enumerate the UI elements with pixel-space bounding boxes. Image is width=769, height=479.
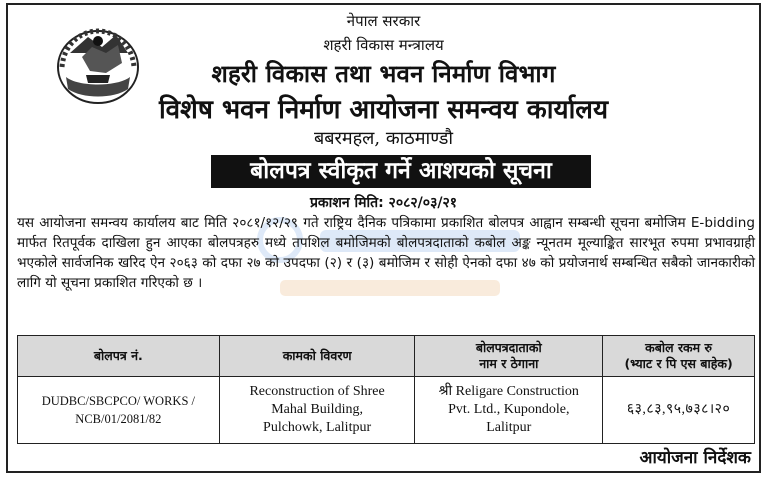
header-office: विशेष भवन निर्माण आयोजना समन्वय कार्यालय (158, 95, 609, 125)
table-header-row (18, 336, 755, 377)
header-amount-line1: कबोल रकम रु (645, 340, 712, 355)
header-ministry: शहरी विकास मन्त्रालय (323, 36, 444, 54)
header-government: नेपाल सरकार (346, 12, 421, 30)
table-row (18, 377, 755, 444)
header-bidder-line1: बोलपत्रदाताको (475, 340, 542, 355)
cell-bid-number: DUDBC/SBCPCO/ WORKS / NCB/01/2081/82 (18, 377, 220, 444)
header-bid-amount (603, 336, 755, 377)
cell-bidder: श्री Religare Construction Pvt. Ltd., Kupondole, Lalitpur (415, 377, 603, 444)
notice-title-banner: बोलपत्र स्वीकृत गर्ने आशयको सूचना (211, 155, 591, 188)
bid-table (17, 335, 755, 444)
header-address: बबरमहल, काठमाण्डौ (313, 128, 454, 149)
cell-bid-amount: ६३,८३,९५,७३८।२० (603, 377, 755, 444)
notice-page (6, 3, 761, 473)
header-bidder (415, 336, 603, 377)
signature-designation: आयोजना निर्देशक (639, 448, 751, 468)
header-department: शहरी विकास तथा भवन निर्माण विभाग (211, 59, 556, 88)
header-amount-line2: (भ्याट र पि एस बाहेक) (624, 356, 733, 371)
header-work-description: कामको विवरण (219, 336, 415, 377)
header-bidder-line2: नाम र ठेगाना (479, 356, 539, 371)
publish-date: प्रकाशन मिति: २०८२/०३/२१ (309, 195, 458, 211)
header-bid-number: बोलपत्र नं. (18, 336, 220, 377)
notice-body: यस आयोजना समन्वय कार्यालय बाट मिति २०८१/१२/२९ गते राष्ट्रिय दैनिक पत्रिकामा प्रकाशित बोलपत्र आह्वान सम्बन्धी सूचना बमोजिम E-bidding मार्फत रितपूर्वक दाखिला हुन आएका बोलपत्रहरु मध्ये तपशिल बमोजिमको बोलपत्रदाताको कबोल अङ्क न्यूनतम मूल्याङ्कित सारभूत रुपमा प्रभावग्राही भएकोले सार्वजनिक खरिद ऐन २०६३ को दफा २७ को उपदफा (२) र (३) बमोजिम र सोही ऐनको दफा ४७ को प्रयोजनार्थ सम्बन्धित सबैको जानकारीको लागि यो सूचना प्रकाशित गरिएको छ । (17, 215, 755, 291)
cell-work-description: Reconstruction of Shree Mahal Building, Pulchowk, Lalitpur (219, 377, 415, 444)
